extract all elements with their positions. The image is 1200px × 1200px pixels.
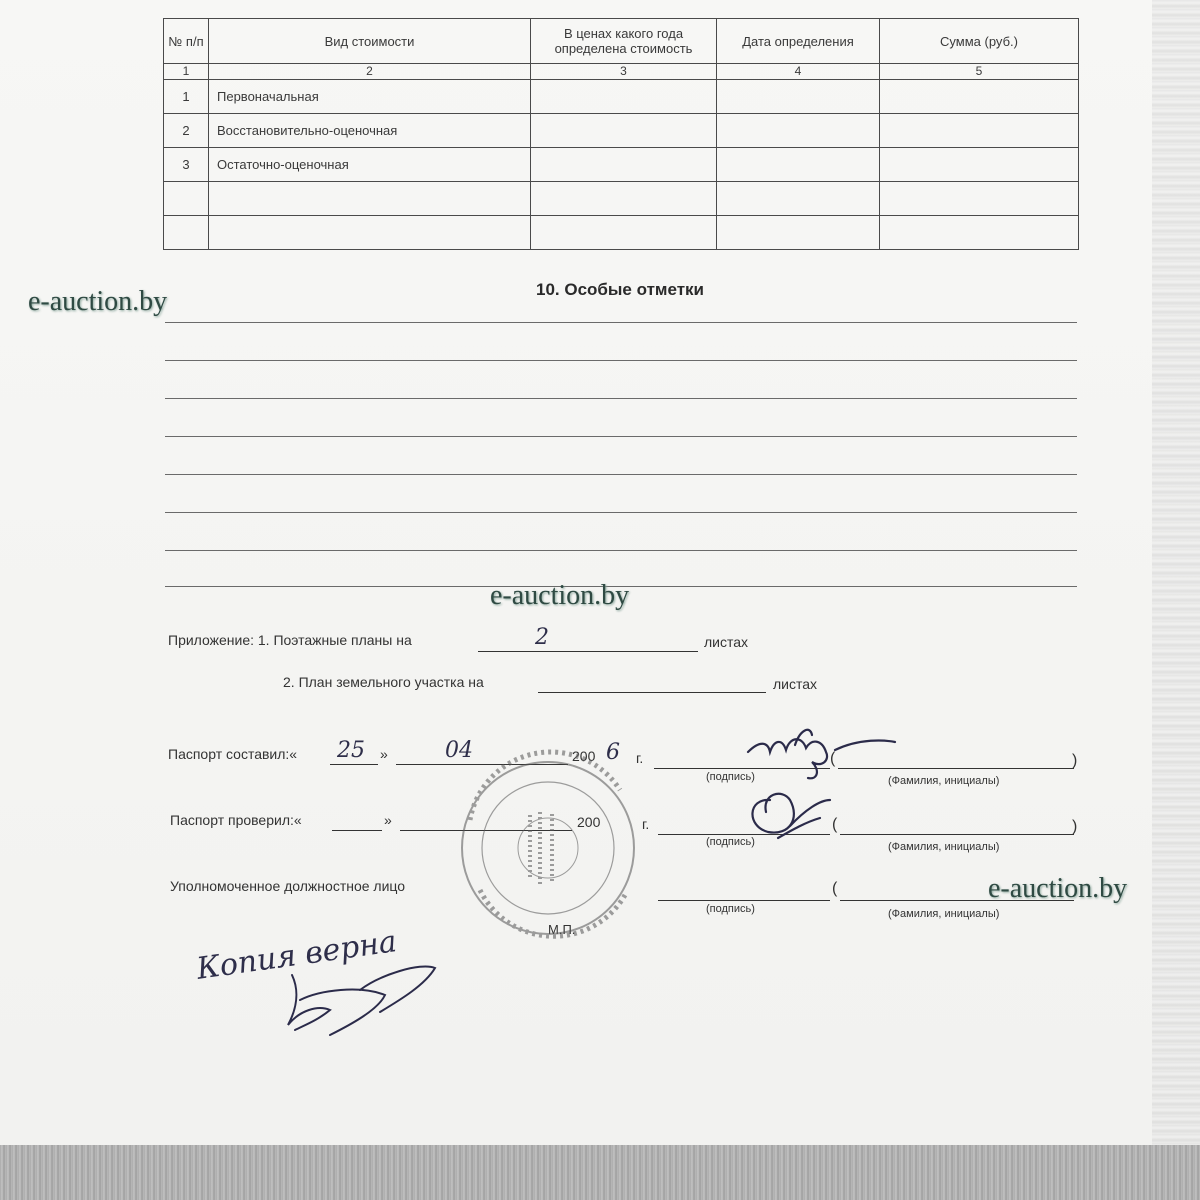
watermark: e-auction.by <box>28 286 168 317</box>
watermark: e-auction.by <box>490 580 630 611</box>
appendix-line1-label: Приложение: 1. Поэтажные планы на <box>168 632 412 648</box>
checked-name-caption: (Фамилия, инициалы) <box>888 841 1000 853</box>
watermark: e-auction.by <box>988 873 1128 904</box>
row-number: 3 <box>164 148 209 182</box>
appendix-line2-label: 2. План земельного участка на <box>283 674 484 690</box>
col-header-cost-type: Вид стоимости <box>209 19 531 64</box>
row-label: Восстановительно-оценочная <box>209 114 531 148</box>
section-title: 10. Особые отметки <box>536 280 704 299</box>
compiled-label: Паспорт составил:« <box>168 746 298 762</box>
col-header-sum: Сумма (руб.) <box>880 19 1079 64</box>
open-paren: ( <box>830 750 836 767</box>
open-paren: ( <box>832 880 838 897</box>
col-header-date: Дата определения <box>717 19 880 64</box>
open-paren: ( <box>832 816 838 833</box>
stamp-label: М.П. <box>548 922 576 937</box>
official-signature-caption: (подпись) <box>706 903 755 915</box>
row-label: Первоначальная <box>209 80 531 114</box>
col-number: 1 <box>164 64 209 80</box>
official-label: Уполномоченное должностное лицо <box>170 878 406 894</box>
col-number: 5 <box>880 64 1079 80</box>
col-header-price-year: В ценах какого года определена стоимость <box>531 19 717 64</box>
official-name-caption: (Фамилия, инициалы) <box>888 908 1000 920</box>
compiled-close-quote: » <box>380 746 388 762</box>
col-number: 2 <box>209 64 531 80</box>
signature-compiled <box>748 730 895 778</box>
compiled-year-digit: 6 <box>606 740 620 765</box>
checked-year-prefix: 200 <box>577 814 601 830</box>
checked-label: Паспорт проверил:« <box>170 812 302 828</box>
handwritten-note: Копия верна <box>194 924 399 987</box>
close-paren: ) <box>1072 818 1078 835</box>
appendix-line2-suffix: листах <box>773 676 818 692</box>
signature-checked <box>752 794 830 838</box>
col-header-number: № п/п <box>164 19 209 64</box>
handwritten-note-signature <box>288 967 435 1035</box>
appendix-line1-suffix: листах <box>704 634 749 650</box>
compiled-year-suffix: г. <box>636 750 644 766</box>
compiled-year-prefix: 200 <box>572 748 596 764</box>
row-label: Остаточно-оценочная <box>209 148 531 182</box>
col-number: 3 <box>531 64 717 80</box>
round-stamp <box>462 752 634 936</box>
checked-close-quote: » <box>384 812 392 828</box>
close-paren: ) <box>1072 752 1078 769</box>
row-number: 2 <box>164 114 209 148</box>
col-number: 4 <box>717 64 880 80</box>
row-number: 1 <box>164 80 209 114</box>
checked-year-suffix: г. <box>642 816 650 832</box>
compiled-day: 25 <box>337 738 365 763</box>
compiled-name-caption: (Фамилия, инициалы) <box>888 775 1000 787</box>
scan-bottom-band <box>0 1145 1200 1200</box>
checked-signature-caption: (подпись) <box>706 836 755 848</box>
compiled-month: 04 <box>445 738 473 763</box>
compiled-signature-caption: (подпись) <box>706 771 755 783</box>
appendix-line1-value: 2 <box>535 625 549 650</box>
